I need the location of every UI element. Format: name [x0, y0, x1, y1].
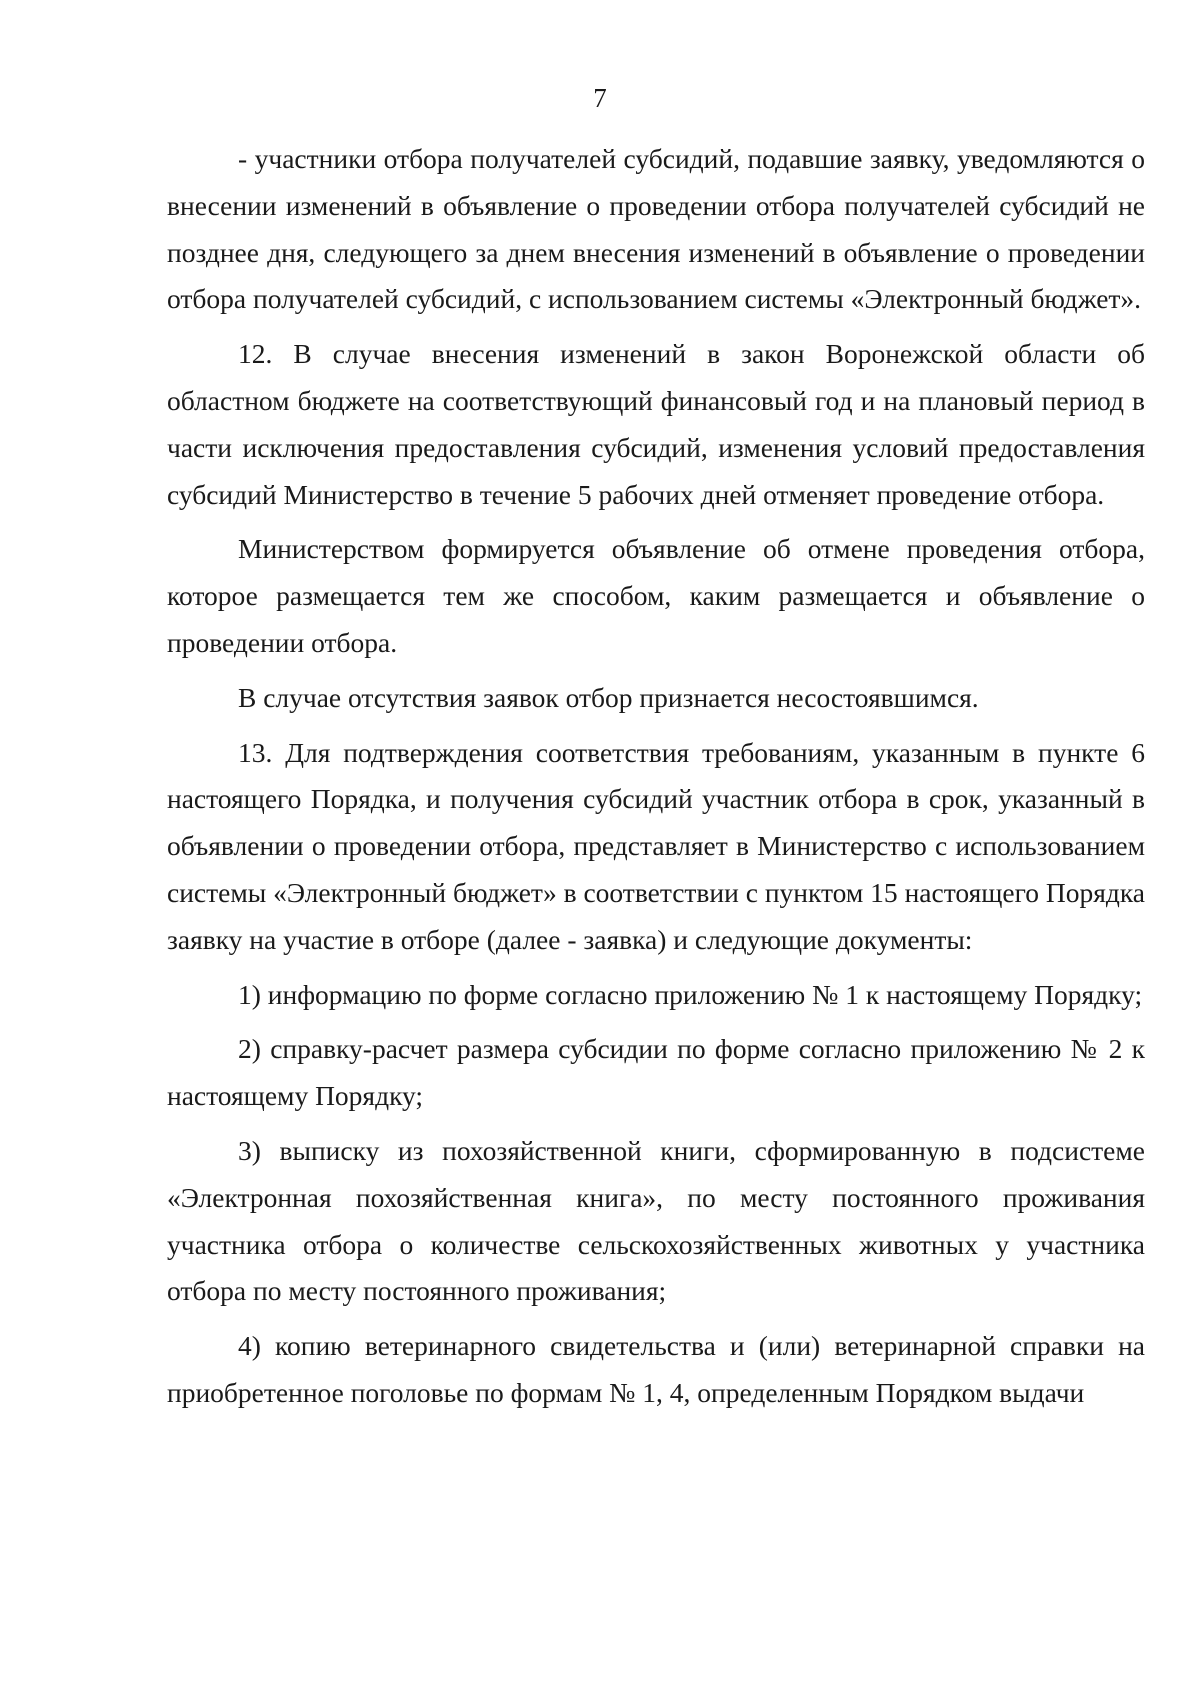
list-item-1-information: 1) информацию по форме согласно приложению № 1 к настоящему Порядку; [238, 978, 1143, 1010]
list-item-3-household-book-extract: 3) выписку из похозяйственной книги, сформированную в подсистеме «Электронная похозяйственная книга», по месту постоянного проживания участника отбора о количестве сельскохозяйственных животных у участника отбора по месту постоянного проживания; [167, 1134, 1145, 1307]
paragraph-cancellation-announcement: Министерством формируется объявление об отмене проведения отбора, которое размещается тем же способом, каким размещается и объявление о проведении отбора. [167, 533, 1145, 658]
list-item-2-calculation: 2) справку-расчет размера субсидии по форме согласно приложению № 2 к настоящему Порядку; [167, 1033, 1145, 1112]
paragraph-13-documents: 13. Для подтверждения соответствия требованиям, указанным в пункте 6 настоящего Порядка, и получения субсидий участник отбора в срок, указанный в объявлении о проведении отбора, представляет в Министерство с использованием системы «Электронный бюджет» в соответствии с пунктом 15 настоящего Порядка заявку на участие в отборе (далее - заявка) и следующие документы: [167, 736, 1145, 955]
page-number: 7 [593, 83, 607, 113]
paragraph-participants-notification: - участники отбора получателей субсидий, подавшие заявку, уведомляются о внесении изменений в объявление о проведении отбора получателей субсидий не позднее дня, следующего за днем внесения изменений в объявление о проведении отбора получателей субсидий, с использованием системы «Электронный бюджет». [167, 143, 1145, 315]
document-body [167, 136, 1145, 1425]
paragraph-no-applications: В случае отсутствия заявок отбор признается несостоявшимся. [238, 681, 979, 713]
list-item-4-veterinary-certificate: 4) копию ветеринарного свидетельства и (или) ветеринарной справки на приобретенное поголовье по формам № 1, 4, определенным Порядком выдачи [167, 1330, 1145, 1408]
paragraph-12-cancellation: 12. В случае внесения изменений в закон Воронежской области об областном бюджете на соответствующий финансовый год и на плановый период в части исключения предоставления субсидий, изменения условий предоставления субсидий Министерство в течение 5 рабочих дней отменяет проведение отбора. [167, 338, 1145, 510]
